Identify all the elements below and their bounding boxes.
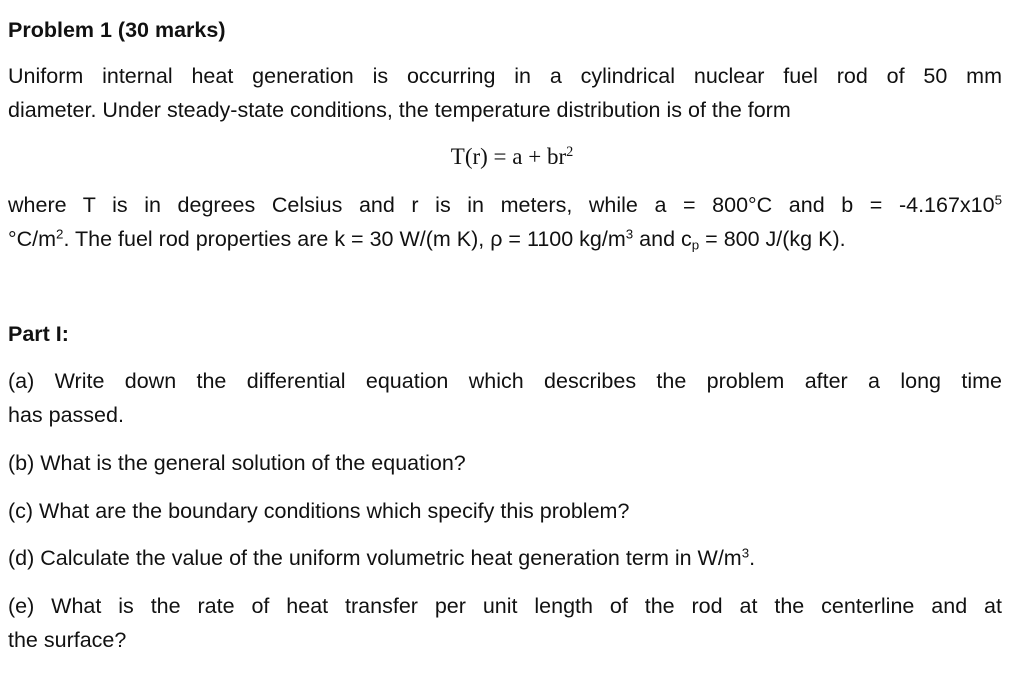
question-b: (b) What is the general solution of the equation? [8, 451, 466, 475]
intro-line-2: diameter. Under steady-state conditions, the temperature distribution is of the form [8, 98, 791, 122]
properties-text: . The fuel rod properties are k = 30 W/(m K), ρ = 1100 kg/m [63, 227, 626, 251]
temperature-equation [0, 143, 1024, 171]
b-exponent: 5 [994, 192, 1002, 208]
question-d-exponent: 3 [741, 545, 750, 561]
question-d [8, 545, 755, 571]
b-units: °C/m [8, 227, 57, 251]
equation-exponent: 2 [566, 144, 574, 161]
description-line-2 [8, 226, 846, 252]
part-title: Part I: [8, 322, 69, 346]
description-text-1: where T is in degrees Celsius and r is in meters, while a = 800°C and b = -4.167x10 [8, 193, 995, 217]
density-exponent: 3 [625, 226, 634, 242]
question-a-line-2: has passed. [8, 403, 124, 427]
cp-subscript: p [691, 237, 700, 253]
intro-line-1: Uniform internal heat generation is occurring in a cylindrical nuclear fuel rod of 50 mm [8, 64, 1002, 88]
equation-body: T(r) = a + br [450, 144, 567, 169]
problem-title: Problem 1 (30 marks) [8, 18, 226, 42]
question-e-line-1: (e) What is the rate of heat transfer per unit length of the rod at the centerline and at [8, 594, 1002, 618]
question-a-line-1: (a) Write down the differential equation which describes the problem after a long time [8, 369, 1002, 393]
question-d-period: . [749, 546, 756, 570]
b-units-exponent: 2 [56, 226, 64, 242]
question-d-text: (d) Calculate the value of the uniform volumetric heat generation term in W/m [8, 546, 742, 570]
description-line-1 [8, 192, 1002, 218]
cp-label: and c [633, 227, 692, 251]
question-c: (c) What are the boundary conditions which specify this problem? [8, 499, 630, 523]
question-e-line-2: the surface? [8, 628, 127, 652]
cp-value: = 800 J/(kg K). [699, 227, 846, 251]
